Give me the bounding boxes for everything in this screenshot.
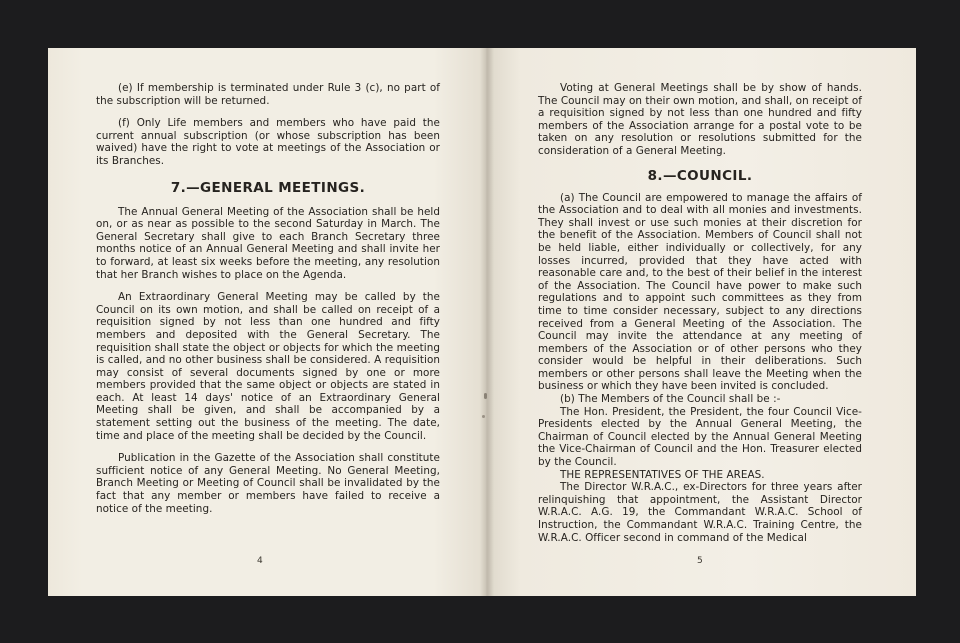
paragraph-council-members: The Hon. President, the President, the four Council Vice-Presidents elected by the Annual General Meeting, the Chairman of Council elected by the Annual General Meeting the Vice-Chairman of Council and the Hon. Treasurer elected by the Council. xyxy=(538,405,862,469)
paragraph-council-a: (a) The Council are empowered to manage the affairs of the Association and to deal with all monies and investments. They shall invest or use such monies at their discretion for the benefit of the Association. Members of Council shall not be held liable, either individually or collectively, for any losses incurred, provided that they have acted with reasonable care and, to the best of their belief in the interest of the Association. The Council have power to make such regulations and to appoint such committees as they from time to time consider necessary, subject to any directions received from a General Meeting of the Association. The Council may invite the attendance at any meeting of members of the Association or of other persons who they consider would be helpful in their deliberations. Such members or other persons shall leave the Meeting when the business or which they have been invited is concluded. xyxy=(538,191,862,393)
paragraph-rule-f: (f) Only Life members and members who have paid the current annual subscription (or whose subscription has been waived) have the right to vote at meetings of the Association or its Branches. xyxy=(96,117,440,167)
staple-mark-small xyxy=(482,415,485,418)
paragraph-director-list: The Director W.R.A.C., ex-Directors for three years after relinquishing that appointment, the Assistant Director W.R.A.C. A.G. 19, the Commandant W.R.A.C. School of Instruction, the Commandant W.R.A.C. Training Centre, the W.R.A.C. Officer second in command of the Medical xyxy=(538,481,862,544)
paragraph-rule-e: (e) If membership is terminated under Rule 3 (c), no part of the subscription will be returned. xyxy=(96,82,440,107)
right-page xyxy=(486,48,916,596)
left-page xyxy=(48,48,486,596)
paragraph-extraordinary-general-meeting: An Extraordinary General Meeting may be called by the Council on its own motion, and shall be called on receipt of a requisition signed by not less than one hundred and fifty members and deposited with the General Secretary. The requisition shall state the object or objects for which the meeting is called, and no other business shall be considered. A requisition may consist of several documents signed by one or more members provided that the same object or objects are stated in each. At least 14 days' notice of an Extraordinary General Meeting shall be given, and shall be accompanied by a statement setting out the business of the meeting. The date, time and place of the meeting shall be decided by the Council. xyxy=(96,291,440,442)
section-heading-general-meetings: 7.—GENERAL MEETINGS. xyxy=(170,179,366,196)
paragraph-council-b: (b) The Members of the Council shall be :- xyxy=(560,393,781,406)
paragraph-publication-notice: Publication in the Gazette of the Association shall constitute sufficient notice of any General Meeting. No General Meeting, Branch Meeting or Meeting of Council shall be invalidated by the fact that any member or members have failed to receive a notice of the meeting. xyxy=(96,452,440,515)
paragraph-annual-general-meeting: The Annual General Meeting of the Association shall be held on, or as near as possible to the second Saturday in March. The General Secretary shall give to each Branch Secretary three months notice of an Annual General Meeting and shall invite her to forward, at least six weeks before the meeting, any resolution that her Branch wishes to place on the Agenda. xyxy=(96,205,440,281)
staple-mark xyxy=(484,393,487,399)
page-number-right: 5 xyxy=(697,556,703,566)
book-gutter xyxy=(480,48,494,596)
paragraph-representatives-heading: THE REPRESENTATIVES OF THE AREAS. xyxy=(560,468,765,481)
page-number-left: 4 xyxy=(257,556,263,566)
booklet-spread xyxy=(48,48,916,596)
section-heading-council: 8.—COUNCIL. xyxy=(647,167,753,184)
paragraph-voting: Voting at General Meetings shall be by show of hands. The Council may on their own motion, and shall, on receipt of a requisition signed by not less than one hundred and fifty members of the Association arrange for a postal vote to be taken on any resolution or resolutions submitted for the consideration of a General Meeting. xyxy=(538,82,862,157)
